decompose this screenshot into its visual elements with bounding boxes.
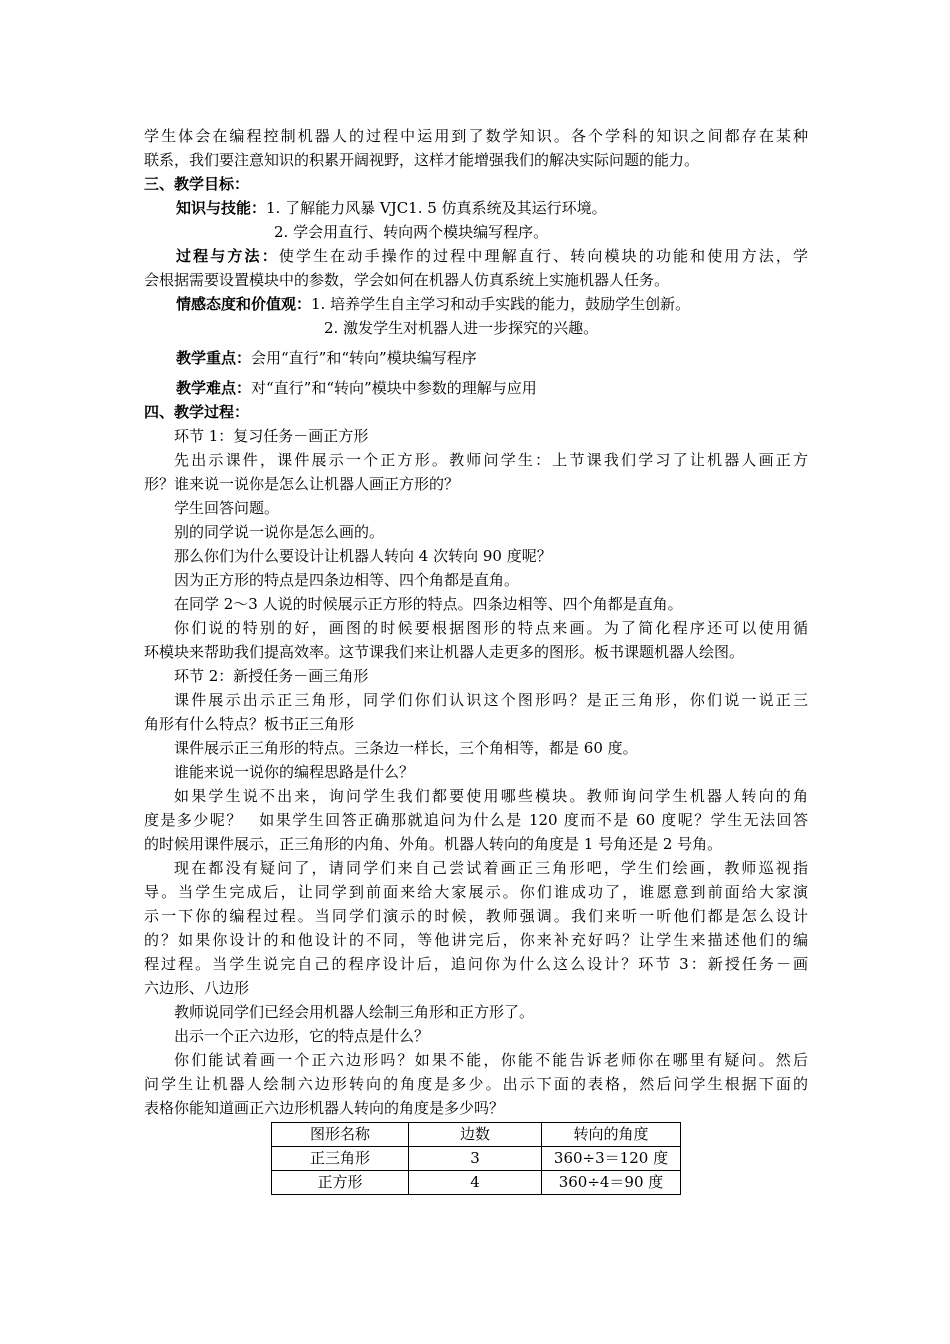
process-line: 因为正方形的特点是四条边相等、四个角都是直角。 bbox=[174, 571, 520, 589]
process-line: 环模块来帮助我们提高效率。这节课我们来让机器人走更多的图形。板书课题机器人绘图。 bbox=[144, 643, 745, 661]
process-line: 的？如果你设计的和他设计的不同，等他讲完后，你来补充好吗？让学生来描述他们的编 bbox=[144, 931, 808, 949]
process-line: 你们能试着画一个正六边形吗？如果不能，你能不能告诉老师你在哪里有疑问。然后 bbox=[174, 1051, 808, 1069]
intro-line-2: 联系，我们要注意知识的积累开阔视野，这样才能增强我们的解决实际问题的能力。 bbox=[144, 151, 700, 169]
knowledge-line-1 bbox=[144, 196, 808, 220]
process-method-text-1: 使学生在动手操作的过程中理解直行、转向模块的功能和使用方法，学 bbox=[278, 247, 808, 265]
process-line: 你们说的特别的好，画图的时候要根据图形的特点来画。为了简化程序还可以使用循 bbox=[174, 619, 808, 637]
key-point-line bbox=[144, 346, 808, 370]
process-line: 别的同学说一说你是怎么画的。 bbox=[174, 523, 385, 541]
knowledge-item-1: 1. 了解能力风暴 VJC1. 5 仿真系统及其运行环境。 bbox=[266, 199, 607, 217]
intro-line-1: 学生体会在编程控制机器人的过程中运用到了数学知识。各个学科的知识之间都存在某种 bbox=[144, 127, 808, 145]
section-heading-process: 四、教学过程： bbox=[144, 403, 250, 421]
process-line: 课件展示出示正三角形，同学们你们认识这个图形吗？是正三角形，你们说一说正三 bbox=[174, 691, 808, 709]
table-cell: 正三角形 bbox=[272, 1147, 409, 1171]
process-line: 如果学生说不出来，询问学生我们都要使用哪些模块。教师询问学生机器人转向的角 bbox=[174, 787, 808, 805]
table-cell: 4 bbox=[409, 1171, 542, 1195]
process-line: 示一下你的编程过程。当同学们演示的时候，教师强调。我们来听一听他们都是怎么设计 bbox=[144, 907, 808, 925]
process-line: 问学生让机器人绘制六边形转向的角度是多少。出示下面的表格，然后问学生根据下面的 bbox=[144, 1075, 808, 1093]
process-line: 导。当学生完成后，让同学到前面来给大家展示。你们谁成功了，谁愿意到前面给大家演 bbox=[144, 883, 808, 901]
table-cell: 正方形 bbox=[272, 1171, 409, 1195]
process-line: 谁能来说一说你的编程思路是什么？ bbox=[174, 763, 415, 781]
process-line: 在同学 2～3 人说的时候展示正方形的特点。四条边相等、四个角都是直角。 bbox=[174, 595, 683, 613]
process-line: 出示一个正六边形，它的特点是什么？ bbox=[174, 1027, 430, 1045]
knowledge-item-2: 2. 学会用直行、转向两个模块编写程序。 bbox=[274, 223, 549, 241]
process-line: 形？谁来说一说你是怎么让机器人画正方形的？ bbox=[144, 475, 460, 493]
difficulty-line bbox=[144, 376, 808, 400]
section-heading-goals: 三、教学目标： bbox=[144, 175, 250, 193]
process-line: 学生回答问题。 bbox=[174, 499, 280, 517]
process-line: 课件展示正三角形的特点。三条边一样长，三个角相等，都是 60 度。 bbox=[174, 739, 638, 757]
process-line: 程过程。当学生说完自己的程序设计后，追问你为什么这么设计？环节 3：新授任务－画 bbox=[144, 955, 808, 973]
process-line: 度是多少呢？ 如果学生回答正确那就追问为什么是 120 度而不是 60 度呢？学生无法回答 bbox=[144, 811, 808, 829]
attitude-item-1: 1. 培养学生自主学习和动手实践的能力，鼓励学生创新。 bbox=[311, 295, 691, 313]
table-header-cell: 转向的角度 bbox=[542, 1123, 681, 1147]
table-cell: 360÷3＝120 度 bbox=[542, 1147, 681, 1171]
process-line: 环节 1：复习任务－画正方形 bbox=[174, 427, 369, 445]
table-header-cell: 边数 bbox=[409, 1123, 542, 1147]
process-line: 环节 2：新授任务－画三角形 bbox=[174, 667, 369, 685]
attitude-line-1 bbox=[144, 292, 808, 316]
table-header-cell: 图形名称 bbox=[272, 1123, 409, 1147]
process-body bbox=[144, 424, 808, 1120]
key-point-text: 会用“直行”和“转向”模块编写程序 bbox=[251, 349, 477, 367]
process-method-text-2: 会根据需要设置模块中的参数，学会如何在机器人仿真系统上实施机器人任务。 bbox=[144, 271, 670, 289]
difficulty-label: 教学难点： bbox=[176, 379, 252, 397]
process-line: 现在都没有疑问了，请同学们来自己尝试着画正三角形吧，学生们绘画，教师巡视指 bbox=[174, 859, 808, 877]
table-row bbox=[272, 1171, 681, 1195]
process-line: 教师说同学们已经会用机器人绘制三角形和正方形了。 bbox=[174, 1003, 535, 1021]
knowledge-label: 知识与技能： bbox=[176, 199, 267, 217]
document-page bbox=[144, 124, 808, 1120]
process-line: 角形有什么特点？板书正三角形 bbox=[144, 715, 355, 733]
process-line: 先出示课件，课件展示一个正方形。教师问学生：上节课我们学习了让机器人画正方 bbox=[174, 451, 808, 469]
difficulty-text: 对“直行”和“转向”模块中参数的理解与应用 bbox=[251, 379, 537, 397]
attitude-item-2: 2. 激发学生对机器人进一步探究的兴趣。 bbox=[324, 319, 599, 337]
table-row bbox=[272, 1147, 681, 1171]
process-method-line-1 bbox=[144, 244, 808, 268]
process-line: 表格你能知道画正六边形机器人转向的角度是多少吗？ bbox=[144, 1099, 505, 1117]
process-line: 那么你们为什么要设计让机器人转向 4 次转向 90 度呢？ bbox=[174, 547, 552, 565]
process-line: 六边形、八边形 bbox=[144, 979, 250, 997]
table-header-row bbox=[272, 1123, 681, 1147]
table-cell: 360÷4＝90 度 bbox=[542, 1171, 681, 1195]
process-method-label: 过程与方法： bbox=[176, 247, 279, 265]
table-cell: 3 bbox=[409, 1147, 542, 1171]
attitude-label: 情感态度和价值观： bbox=[176, 295, 312, 313]
key-point-label: 教学重点： bbox=[176, 349, 252, 367]
angle-table bbox=[271, 1122, 681, 1195]
process-line: 的时候用课件展示，正三角形的内角、外角。机器人转向的角度是 1 号角还是 2 号角。 bbox=[144, 835, 723, 853]
